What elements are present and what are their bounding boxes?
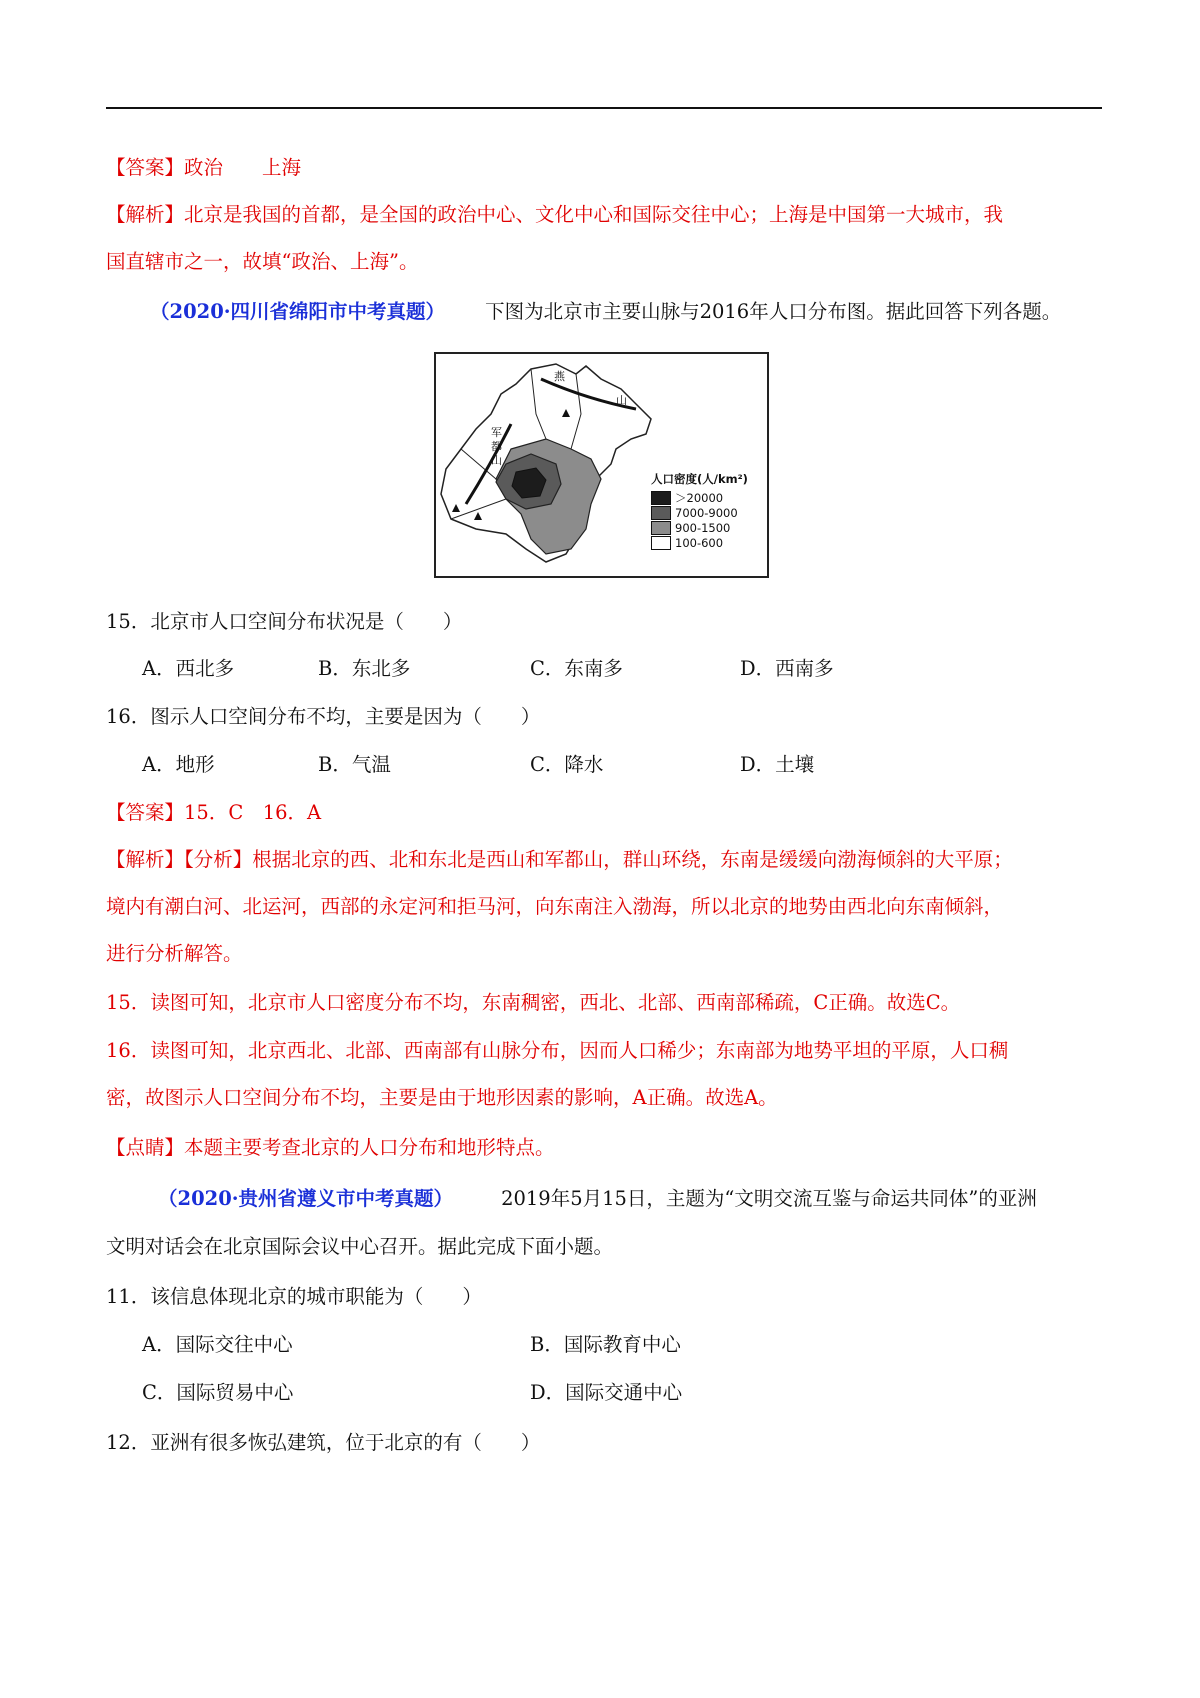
explanation-16-continued: 密，故图示人口空间分布不均，主要是由于地形因素的影响，A正确。故选A。: [106, 1086, 778, 1109]
legend-label: 900-1500: [675, 520, 731, 535]
legend-swatch: [651, 491, 671, 505]
option-16-a[interactable]: A．地形: [142, 753, 215, 776]
analysis-text-continued: 进行分析解答。: [106, 942, 243, 965]
mountain-label: 军: [491, 426, 502, 439]
legend-row: [651, 505, 748, 520]
analysis-line: [106, 201, 1003, 229]
legend-row: [651, 520, 748, 535]
analysis-tag: 【解析】: [106, 203, 185, 226]
legend-label: 100-600: [675, 535, 724, 550]
answer-tag: 【答案】: [106, 156, 185, 179]
page-header-rule: [106, 107, 1102, 109]
answer-line: [106, 799, 321, 827]
option-16-d[interactable]: D．土壤: [740, 753, 815, 776]
option-11-d[interactable]: D．国际交通中心: [530, 1381, 683, 1404]
comment-text: 本题主要考查北京的人口分布和地形特点。: [184, 1136, 555, 1159]
map-legend: [651, 471, 748, 550]
beijing-population-map: [434, 352, 769, 578]
mountain-label: 都: [491, 440, 502, 453]
option-15-c[interactable]: C．东南多: [530, 657, 623, 680]
question-intro-continued: 文明对话会在北京国际会议中心召开。据此完成下面小题。: [106, 1235, 614, 1258]
legend-title: 人口密度(人/km²): [651, 472, 748, 486]
answer-line: [106, 154, 301, 182]
question-source: （2020·贵州省遵义市中考真题）: [158, 1187, 454, 1210]
legend-row: [651, 535, 748, 550]
answer-text: 政治 上海: [184, 156, 302, 179]
comment-tag: 【点睛】: [106, 1136, 185, 1159]
answer-text: 15．C 16．A: [184, 801, 322, 824]
analysis-tag: 【解析】【分析】: [106, 848, 253, 871]
answer-tag: 【答案】: [106, 801, 185, 824]
legend-label: 7000-9000: [675, 505, 738, 520]
legend-row: [651, 490, 748, 505]
analysis-line: [106, 846, 1013, 874]
mountain-label: 燕: [554, 370, 565, 383]
legend-swatch: [651, 506, 671, 520]
question-16: 16．图示人口空间分布不均，主要是因为（ ）: [106, 705, 541, 728]
analysis-text-continued: 境内有潮白河、北运河，西部的永定河和拒马河，向东南注入渤海，所以北京的地势由西北向东南倾斜，: [106, 895, 1004, 918]
legend-label: ＞20000: [675, 490, 724, 505]
question-intro: [150, 298, 1061, 326]
analysis-text: 根据北京的西、北和东北是西山和军都山，群山环绕，东南是缓缓向渤海倾斜的大平原；: [252, 848, 1013, 871]
question-11: 11．该信息体现北京的城市职能为（ ）: [106, 1285, 482, 1308]
explanation-15: 15．读图可知，北京市人口密度分布不均，东南稠密，西北、北部、西南部稀疏，C正确。故选C。: [106, 991, 961, 1014]
explanation-16: 16．读图可知，北京西北、北部、西南部有山脉分布，因而人口稀少；东南部为地势平坦的平原，人口稠: [106, 1039, 1009, 1062]
legend-swatch: [651, 536, 671, 550]
option-15-d[interactable]: D．西南多: [740, 657, 834, 680]
question-intro: [158, 1185, 1037, 1213]
option-11-b[interactable]: B．国际教育中心: [530, 1333, 681, 1356]
option-15-b[interactable]: B．东北多: [318, 657, 411, 680]
option-15-a[interactable]: A．西北多: [142, 657, 235, 680]
option-16-c[interactable]: C．降水: [530, 753, 604, 776]
mountain-label: 山: [491, 454, 502, 467]
mountain-label: 山: [616, 394, 627, 407]
question-intro-text: 下图为北京市主要山脉与2016年人口分布图。据此回答下列各题。: [485, 300, 1062, 323]
question-15: 15．北京市人口空间分布状况是（ ）: [106, 610, 463, 633]
comment-line: [106, 1134, 555, 1162]
option-11-a[interactable]: A．国际交往中心: [142, 1333, 293, 1356]
option-11-c[interactable]: C．国际贸易中心: [142, 1381, 294, 1404]
legend-swatch: [651, 521, 671, 535]
analysis-text-continued: 国直辖市之一，故填“政治、上海”。: [106, 250, 419, 273]
question-source: （2020·四川省绵阳市中考真题）: [150, 300, 446, 323]
question-12: 12．亚洲有很多恢弘建筑，位于北京的有（ ）: [106, 1431, 541, 1454]
option-16-b[interactable]: B．气温: [318, 753, 391, 776]
question-intro-text: 2019年5月15日，主题为“文明交流互鉴与命运共同体”的亚洲: [501, 1187, 1037, 1210]
analysis-text: 北京是我国的首都，是全国的政治中心、文化中心和国际交往中心；上海是中国第一大城市，我: [184, 203, 1004, 226]
